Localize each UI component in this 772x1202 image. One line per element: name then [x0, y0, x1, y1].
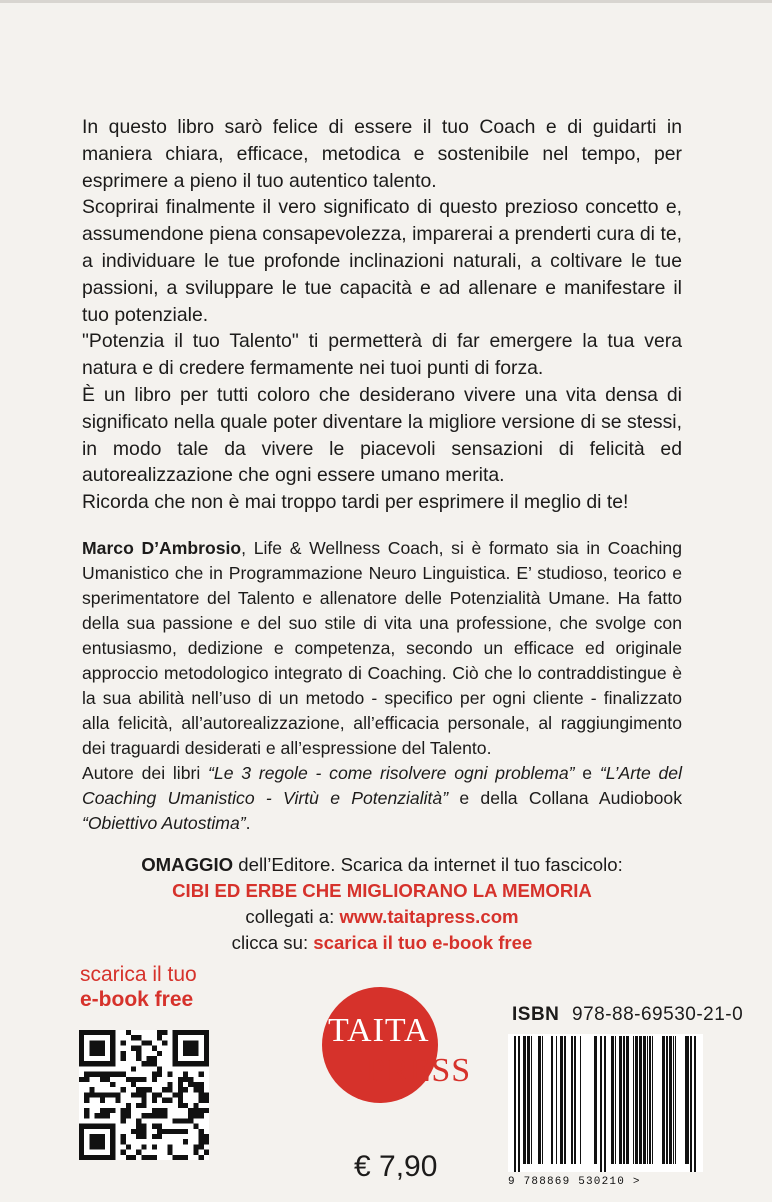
qr-module: [121, 1150, 126, 1155]
click-label: clicca su:: [231, 932, 314, 953]
qr-module: [136, 1046, 141, 1051]
barcode-guard-bar: [604, 1036, 606, 1172]
qr-caption-line2: e-book free: [80, 988, 194, 1011]
qr-module: [126, 1077, 131, 1082]
qr-module: [173, 1092, 178, 1097]
barcode-bar: [635, 1036, 638, 1164]
author-name: Marco D’Ambrosio: [82, 538, 242, 558]
qr-module: [131, 1082, 136, 1087]
barcode-bar: [673, 1036, 674, 1164]
qr-module: [199, 1129, 204, 1134]
barcode-bar: [619, 1036, 622, 1164]
qr-module: [136, 1150, 141, 1155]
qr-module: [95, 1072, 100, 1077]
click-line: [82, 930, 682, 956]
qr-module: [121, 1087, 126, 1092]
barcode-bar: [594, 1036, 597, 1164]
qr-module: [141, 1098, 146, 1103]
qr-module: [141, 1129, 146, 1134]
logo-text-taita: TAITA: [328, 1012, 430, 1049]
qr-module: [183, 1103, 188, 1108]
qr-module: [178, 1129, 183, 1134]
book-title-1: “Le 3 regole - come risolvere ogni problema”: [208, 763, 575, 783]
qr-module: [110, 1072, 115, 1077]
qr-module: [173, 1129, 178, 1134]
qr-module: [204, 1150, 209, 1155]
qr-module: [147, 1061, 152, 1066]
qr-module: [141, 1061, 146, 1066]
qr-module: [136, 1092, 141, 1097]
qr-module: [178, 1103, 183, 1108]
qr-module: [157, 1113, 162, 1118]
barcode-icon: [508, 1034, 703, 1172]
qr-module: [141, 1103, 146, 1108]
qr-module: [152, 1108, 157, 1113]
qr-module: [199, 1144, 204, 1149]
qr-module: [157, 1030, 162, 1035]
connect-line: [82, 904, 682, 930]
qr-module: [183, 1087, 188, 1092]
qr-module: [126, 1103, 131, 1108]
top-edge: [0, 0, 772, 3]
barcode-guard-bar: [690, 1036, 692, 1172]
qr-module: [141, 1077, 146, 1082]
qr-module: [121, 1108, 126, 1113]
barcode-bar: [643, 1036, 646, 1164]
audiobook-title: “Obiettivo Autostima”: [82, 813, 246, 833]
qr-module: [147, 1113, 152, 1118]
qr-module: [193, 1150, 198, 1155]
qr-module: [121, 1051, 126, 1056]
barcode-bar: [531, 1036, 532, 1164]
qr-module: [183, 1077, 188, 1082]
gift-title: CIBI ED ERBE CHE MIGLIORANO LA MEMORIA: [172, 880, 592, 901]
qr-module: [141, 1092, 146, 1097]
barcode-bar: [623, 1036, 625, 1164]
qr-module: [178, 1092, 183, 1097]
qr-module: [141, 1124, 146, 1129]
qr-module: [183, 1072, 188, 1077]
qr-module: [162, 1113, 167, 1118]
qr-module: [199, 1082, 204, 1087]
qr-module: [157, 1134, 162, 1139]
qr-module: [162, 1108, 167, 1113]
qr-module: [105, 1108, 110, 1113]
qr-module: [178, 1155, 183, 1160]
qr-module: [193, 1108, 198, 1113]
qr-module: [115, 1092, 120, 1097]
qr-module: [121, 1113, 126, 1118]
qr-module: [84, 1077, 89, 1082]
qr-module: [167, 1072, 172, 1077]
qr-module: [167, 1087, 172, 1092]
qr-module: [126, 1155, 131, 1160]
qr-module: [136, 1087, 141, 1092]
qr-module: [193, 1082, 198, 1087]
qr-module: [126, 1144, 131, 1149]
qr-module: [157, 1035, 162, 1040]
qr-module: [126, 1030, 131, 1035]
barcode-bar: [523, 1036, 526, 1164]
qr-module: [100, 1098, 105, 1103]
qr-module: [183, 1129, 188, 1134]
barcode-digits: 9 788869 530210 >: [508, 1176, 641, 1188]
qr-module: [173, 1118, 178, 1123]
qr-module: [89, 1087, 94, 1092]
qr-module: [178, 1082, 183, 1087]
qr-module: [121, 1139, 126, 1144]
qr-module: [136, 1124, 141, 1129]
qr-module: [121, 1072, 126, 1077]
qr-module: [199, 1108, 204, 1113]
qr-module: [193, 1113, 198, 1118]
qr-code-icon[interactable]: [79, 1030, 209, 1160]
qr-module: [204, 1092, 209, 1097]
qr-module: [178, 1118, 183, 1123]
qr-module: [136, 1035, 141, 1040]
qr-module: [84, 1072, 89, 1077]
barcode-bar: [527, 1036, 530, 1164]
books-connector: e della Collana Audiobook: [448, 788, 682, 808]
qr-module: [89, 1092, 94, 1097]
qr-module: [183, 1139, 188, 1144]
qr-module: [157, 1066, 162, 1071]
qr-module: [167, 1150, 172, 1155]
qr-module: [178, 1077, 183, 1082]
book-title-2: “L’Arte del Coaching Umanistico - Virtù e Potenzialità”: [82, 763, 682, 808]
qr-module: [167, 1144, 172, 1149]
qr-module: [162, 1087, 167, 1092]
publisher-logo: [320, 985, 500, 1105]
qr-caption: [80, 962, 270, 1012]
qr-module: [157, 1129, 162, 1134]
qr-module: [193, 1087, 198, 1092]
barcode-bar: [626, 1036, 629, 1164]
qr-module: [204, 1134, 209, 1139]
books-connector: e: [574, 763, 600, 783]
qr-module: [152, 1155, 157, 1160]
qr-module: [193, 1124, 198, 1129]
qr-module: [110, 1108, 115, 1113]
qr-module: [173, 1155, 178, 1160]
qr-module: [105, 1092, 110, 1097]
author-books: [82, 761, 682, 836]
author-bio-text: , Life & Wellness Coach, si è formato sia in Coaching Umanistico che in Programmazione Neuro Linguistica. E’ studioso, teorico e sperimentatore del Talento e allenatore delle Potenzialità Umane. Ha fatto della sua passione e del suo stile di vita una professione, che svolge con entusiasmo, dedizione e competenza, secondo un efficace ed originale approccio metodologico integrato di Coaching. Ciò che lo contraddistingue è la sua abilità nell’uso di un metodo - specifico per ogni cliente - finalizzato alla felicità, all’autorealizzazione, all’efficacia personale, al raggiungimento dei traguardi desiderati e all’espressione del Talento.: [82, 538, 682, 758]
author-bio: [82, 536, 682, 836]
qr-module: [131, 1155, 136, 1160]
barcode-bar: [560, 1036, 563, 1164]
qr-module: [167, 1129, 172, 1134]
barcode-bar: [685, 1036, 689, 1164]
qr-module: [121, 1134, 126, 1139]
isbn-number: 978-88-69530-21-0: [572, 1004, 744, 1025]
qr-module: [95, 1113, 100, 1118]
qr-module: [95, 1092, 100, 1097]
qr-module: [121, 1040, 126, 1045]
qr-module: [136, 1056, 141, 1061]
qr-module: [204, 1108, 209, 1113]
barcode-bar: [675, 1036, 676, 1164]
barcode-bar: [615, 1036, 616, 1164]
gift-label: OMAGGIO: [141, 854, 234, 875]
qr-module: [141, 1087, 146, 1092]
qr-module: [152, 1113, 157, 1118]
qr-module: [100, 1092, 105, 1097]
qr-module: [126, 1113, 131, 1118]
qr-module: [141, 1144, 146, 1149]
qr-module: [136, 1077, 141, 1082]
blurb-paragraph: "Potenzia il tuo Talento" ti permetterà di far emergere la tua vera natura e di credere fermamente nei tuoi punti di forza.: [82, 330, 682, 380]
qr-module: [152, 1092, 157, 1097]
qr-module: [204, 1139, 209, 1144]
qr-module: [136, 1051, 141, 1056]
qr-module: [105, 1077, 110, 1082]
qr-module: [131, 1046, 136, 1051]
qr-module: [141, 1113, 146, 1118]
barcode-bar: [633, 1036, 634, 1164]
qr-module: [147, 1040, 152, 1045]
qr-module: [121, 1056, 126, 1061]
qr-module: [199, 1098, 204, 1103]
blurb-paragraph: Ricorda che non è mai troppo tardi per esprimere il meglio di te!: [82, 491, 629, 514]
qr-module: [115, 1098, 120, 1103]
qr-module: [126, 1108, 131, 1113]
qr-module: [131, 1035, 136, 1040]
qr-module: [152, 1144, 157, 1149]
qr-module: [152, 1072, 157, 1077]
barcode-bar: [666, 1036, 668, 1164]
qr-module: [152, 1124, 157, 1129]
qr-module: [136, 1118, 141, 1123]
book-blurb: [82, 114, 682, 516]
qr-module: [193, 1103, 198, 1108]
ebook-download-link[interactable]: scarica il tuo e-book free: [313, 932, 533, 953]
barcode-bar: [611, 1036, 614, 1164]
qr-module: [84, 1092, 89, 1097]
books-suffix: .: [245, 813, 251, 833]
qr-module: [131, 1092, 136, 1097]
qr-module: [162, 1129, 167, 1134]
qr-module: [84, 1113, 89, 1118]
barcode-guard-bar: [694, 1036, 696, 1172]
barcode-bar: [652, 1036, 653, 1164]
qr-module: [100, 1108, 105, 1113]
qr-module: [89, 1072, 94, 1077]
qr-module: [183, 1155, 188, 1160]
barcode-guard-bar: [514, 1036, 516, 1172]
qr-module: [100, 1072, 105, 1077]
qr-module: [193, 1144, 198, 1149]
qr-module: [147, 1155, 152, 1160]
logo-text-press: PRESS: [366, 1052, 472, 1089]
author-bio-paragraph: [82, 536, 682, 761]
qr-module: [188, 1082, 193, 1087]
qr-module: [188, 1077, 193, 1082]
qr-module: [204, 1098, 209, 1103]
qr-module: [152, 1077, 157, 1082]
website-link[interactable]: www.taitapress.com: [339, 906, 519, 927]
qr-module: [84, 1108, 89, 1113]
qr-module: [131, 1077, 136, 1082]
qr-module: [141, 1155, 146, 1160]
qr-module: [178, 1087, 183, 1092]
qr-caption-line1: scarica il tuo: [80, 963, 197, 986]
qr-module: [152, 1134, 157, 1139]
qr-module: [157, 1124, 162, 1129]
barcode-guard-bar: [600, 1036, 602, 1172]
qr-module: [199, 1134, 204, 1139]
qr-module: [131, 1129, 136, 1134]
price: € 7,90: [354, 1150, 438, 1183]
barcode-bar: [574, 1036, 576, 1164]
qr-module: [131, 1066, 136, 1071]
blurb-paragraph: In questo libro sarò felice di essere il tuo Coach e di guidarti in maniera chiara, efficace, metodica e sostenibile nel tempo, per esprimere a pieno il tuo autentico talento.: [82, 116, 682, 192]
qr-module: [188, 1108, 193, 1113]
qr-module: [199, 1072, 204, 1077]
books-prefix: Autore dei libri: [82, 763, 209, 783]
qr-module: [147, 1056, 152, 1061]
barcode-bar: [669, 1036, 672, 1164]
qr-module: [84, 1098, 89, 1103]
barcode-bar: [564, 1036, 566, 1164]
qr-module: [157, 1072, 162, 1077]
barcode-bar: [580, 1036, 581, 1164]
qr-module: [152, 1046, 157, 1051]
qr-module: [162, 1040, 167, 1045]
barcode-bar: [538, 1036, 541, 1164]
barcode-bar: [649, 1036, 651, 1164]
qr-module: [152, 1098, 157, 1103]
qr-module: [167, 1082, 172, 1087]
qr-module: [199, 1155, 204, 1160]
qr-module: [105, 1072, 110, 1077]
publisher-gift-promo: [82, 852, 682, 956]
qr-module: [136, 1134, 141, 1139]
qr-module: [152, 1061, 157, 1066]
barcode-bar: [551, 1036, 553, 1164]
connect-label: collegati a:: [245, 906, 340, 927]
blurb-paragraph: Scoprirai finalmente il vero significato di questo prezioso concetto e, assumendone piena consapevolezza, imparerai a prenderti cura di te, a individuare le tue profonde inclinazioni naturali, a coltivare le tue passioni, a sviluppare le tue capacità e ad allenare e manifestare il tuo potenziale.: [82, 196, 682, 326]
qr-module: [136, 1103, 141, 1108]
qr-module: [115, 1072, 120, 1077]
qr-module: [152, 1056, 157, 1061]
barcode-bar: [542, 1036, 543, 1164]
qr-module: [105, 1113, 110, 1118]
qr-module: [157, 1092, 162, 1097]
blurb-paragraph: È un libro per tutti coloro che desiderano vivere una vita densa di significato nella quale poter diventare la migliore versione di se stessi, in modo tale da vivere le piacevoli sensazioni di felicità ed autorealizzazione che ogni essere umano merita.: [82, 383, 682, 487]
qr-module: [147, 1087, 152, 1092]
qr-module: [121, 1118, 126, 1123]
qr-module: [157, 1051, 162, 1056]
qr-module: [167, 1098, 172, 1103]
barcode-guard-bar: [518, 1036, 520, 1172]
qr-module: [141, 1134, 146, 1139]
barcode-bar: [647, 1036, 648, 1164]
barcode-bar: [556, 1036, 557, 1164]
qr-module: [136, 1129, 141, 1134]
barcode-bar: [639, 1036, 642, 1164]
qr-module: [199, 1113, 204, 1118]
qr-module: [157, 1108, 162, 1113]
qr-module: [183, 1118, 188, 1123]
qr-module: [100, 1077, 105, 1082]
qr-module: [110, 1082, 115, 1087]
qr-module: [188, 1118, 193, 1123]
gift-line: [82, 852, 682, 878]
qr-module: [141, 1040, 146, 1045]
qr-module: [79, 1077, 84, 1082]
gift-text: dell’Editore. Scarica da internet il tuo fascicolo:: [233, 854, 623, 875]
qr-module: [100, 1113, 105, 1118]
barcode-bar: [662, 1036, 665, 1164]
qr-module: [110, 1092, 115, 1097]
qr-module: [188, 1113, 193, 1118]
qr-module: [178, 1098, 183, 1103]
qr-module: [199, 1092, 204, 1097]
isbn-label: ISBN: [512, 1004, 560, 1025]
qr-module: [162, 1098, 167, 1103]
qr-module: [162, 1030, 167, 1035]
barcode-bar: [571, 1036, 573, 1164]
qr-module: [199, 1139, 204, 1144]
qr-module: [199, 1087, 204, 1092]
